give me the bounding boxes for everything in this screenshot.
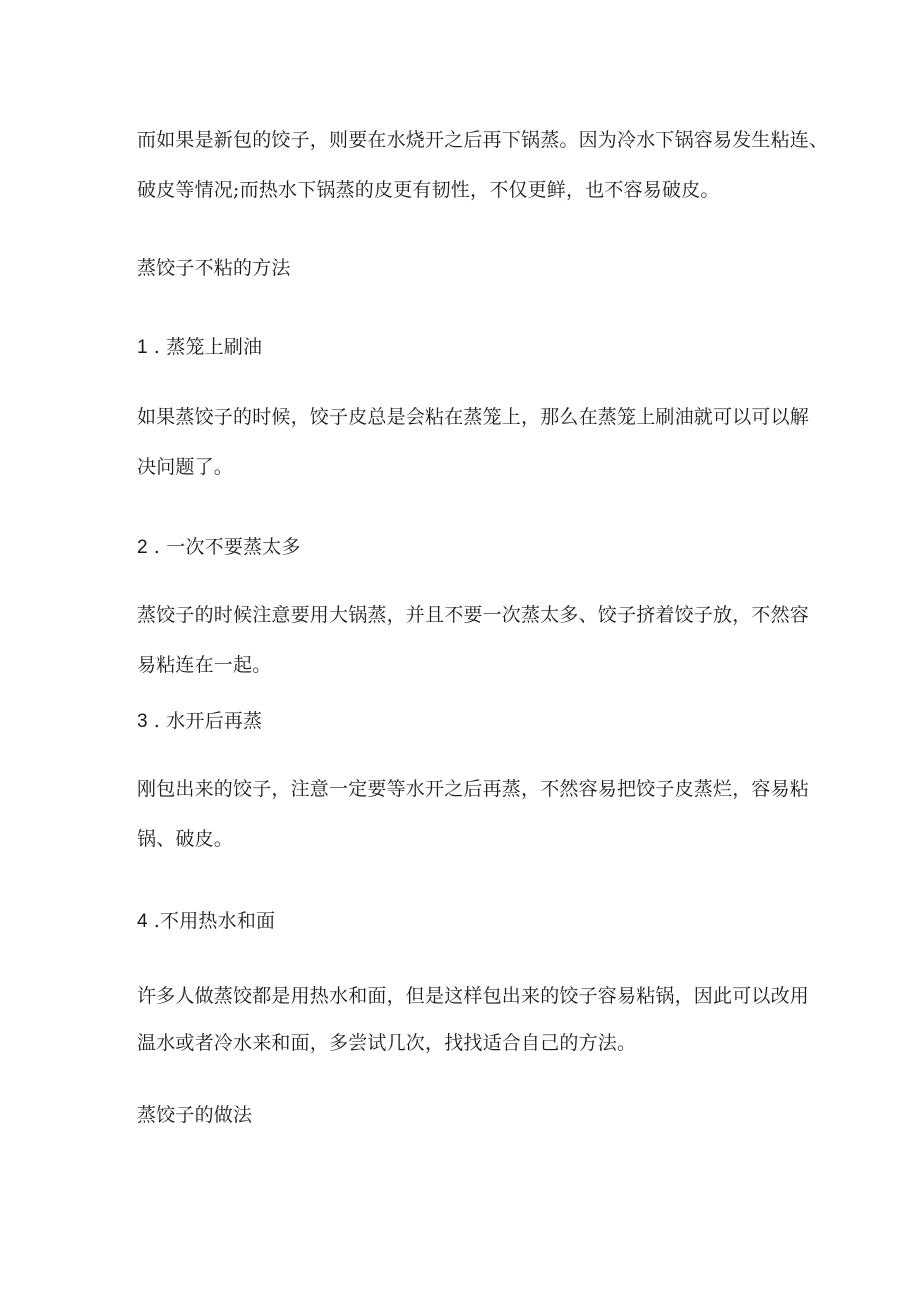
intro-paragraph-line-2: 破皮等情况;而热水下锅蒸的皮更有韧性，不仅更鲜，也不容易破皮。 xyxy=(137,179,720,201)
item-1-title: . 蒸笼上刷油 xyxy=(153,336,263,358)
item-3-heading xyxy=(137,709,807,734)
section-heading-nonstick: 蒸饺子不粘的方法 xyxy=(137,257,291,279)
item-4-title: .不用热水和面 xyxy=(153,910,276,932)
item-3-number: 3 xyxy=(137,711,148,732)
item-3-body-line-2: 锅、破皮。 xyxy=(137,828,234,850)
item-1-heading xyxy=(137,335,807,360)
item-2-body-line-1: 蒸饺子的时候注意要用大锅蒸，并且不要一次蒸太多、饺子挤着饺子放，不然容 xyxy=(137,604,810,626)
item-1-body-line-1: 如果蒸饺子的时候，饺子皮总是会粘在蒸笼上，那么在蒸笼上刷油就可以可以解 xyxy=(137,406,810,428)
section-heading-method: 蒸饺子的做法 xyxy=(137,1104,253,1126)
item-2-heading xyxy=(137,535,807,560)
item-1-body-line-2: 决问题了。 xyxy=(137,456,234,478)
item-3-body-line-1: 刚包出来的饺子，注意一定要等水开之后再蒸，不然容易把饺子皮蒸烂，容易粘 xyxy=(137,778,810,800)
item-4-heading xyxy=(137,909,807,934)
item-1-number: 1 xyxy=(137,337,148,358)
item-2-body-line-2: 易粘连在一起。 xyxy=(137,654,272,676)
item-4-number: 4 xyxy=(137,911,148,932)
item-4-body-line-1: 许多人做蒸饺都是用热水和面，但是这样包出来的饺子容易粘锅，因此可以改用 xyxy=(137,985,810,1007)
item-2-number: 2 xyxy=(137,537,148,558)
item-2-title: . 一次不要蒸太多 xyxy=(153,536,301,558)
item-4-body-line-2: 温水或者冷水来和面，多尝试几次，找找适合自己的方法。 xyxy=(137,1032,637,1054)
intro-paragraph-line-1: 而如果是新包的饺子，则要在水烧开之后再下锅蒸。因为冷水下锅容易发生粘连、 xyxy=(137,129,829,151)
item-3-title: . 水开后再蒸 xyxy=(153,710,263,732)
